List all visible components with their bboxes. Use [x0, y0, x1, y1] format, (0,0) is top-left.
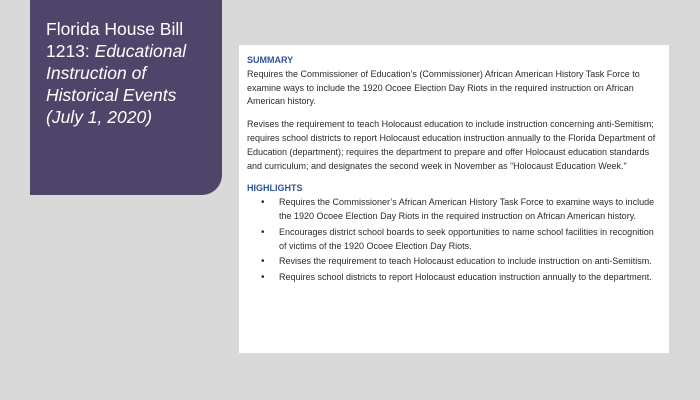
highlight-item [247, 255, 661, 269]
highlight-text: Encourages district school boards to seek opportunities to name school facilities in recognition of victims of the 1920 Ocoee Election Day Riots. [279, 226, 654, 251]
title-box [30, 0, 222, 195]
title-line-3: Instruction of [46, 63, 147, 83]
bullet-icon: • [261, 226, 265, 238]
highlight-text: Requires the Commissioner’s African American History Task Force to examine ways to include the 1920 Ocoee Election Day Riots in the required instruction on African American history. [279, 197, 655, 221]
bullet-icon: • [261, 272, 265, 284]
bullet-icon: • [261, 197, 265, 209]
summary-paragraph-2: Revises the requirement to teach Holocaust education to include instruction concerning anti-Semitism; requires school districts to report Holocaust education instruction annually to the Florida Department of Education (department); requires the department to prepare and offer Holocaust education standards and curriculum; and designates the second week in November as “Holocaust Education Week.” [247, 119, 656, 171]
title-line-4: Historical Events [46, 85, 177, 105]
highlight-item [247, 226, 661, 254]
title-line-2 [46, 40, 212, 62]
highlight-item [247, 196, 661, 224]
highlight-text: Revises the requirement to teach Holocaust education to include instruction on anti-Semitism. [279, 256, 652, 267]
highlights-list [247, 196, 661, 285]
bill-summary-document [239, 45, 669, 353]
title-line-1: Florida House Bill [46, 19, 184, 39]
summary-heading: SUMMARY [247, 55, 294, 65]
summary-paragraph-1: Requires the Commissioner of Education’s (Commissioner) African American History Task Force to examine ways to include the 1920 Ocoee Election Day Riots in the required instruction on African American history. [247, 68, 640, 107]
highlight-item [247, 271, 661, 285]
title-line-2-prefix: 1213: [46, 41, 95, 61]
highlights-heading: HIGHLIGHTS [247, 183, 303, 194]
bullet-icon: • [261, 256, 265, 268]
highlight-text: Requires school districts to report Holocaust education instruction annually to the department. [279, 272, 652, 283]
title-line-2-italic: Educational [94, 41, 187, 61]
title-line-5: (July 1, 2020) [46, 107, 153, 127]
